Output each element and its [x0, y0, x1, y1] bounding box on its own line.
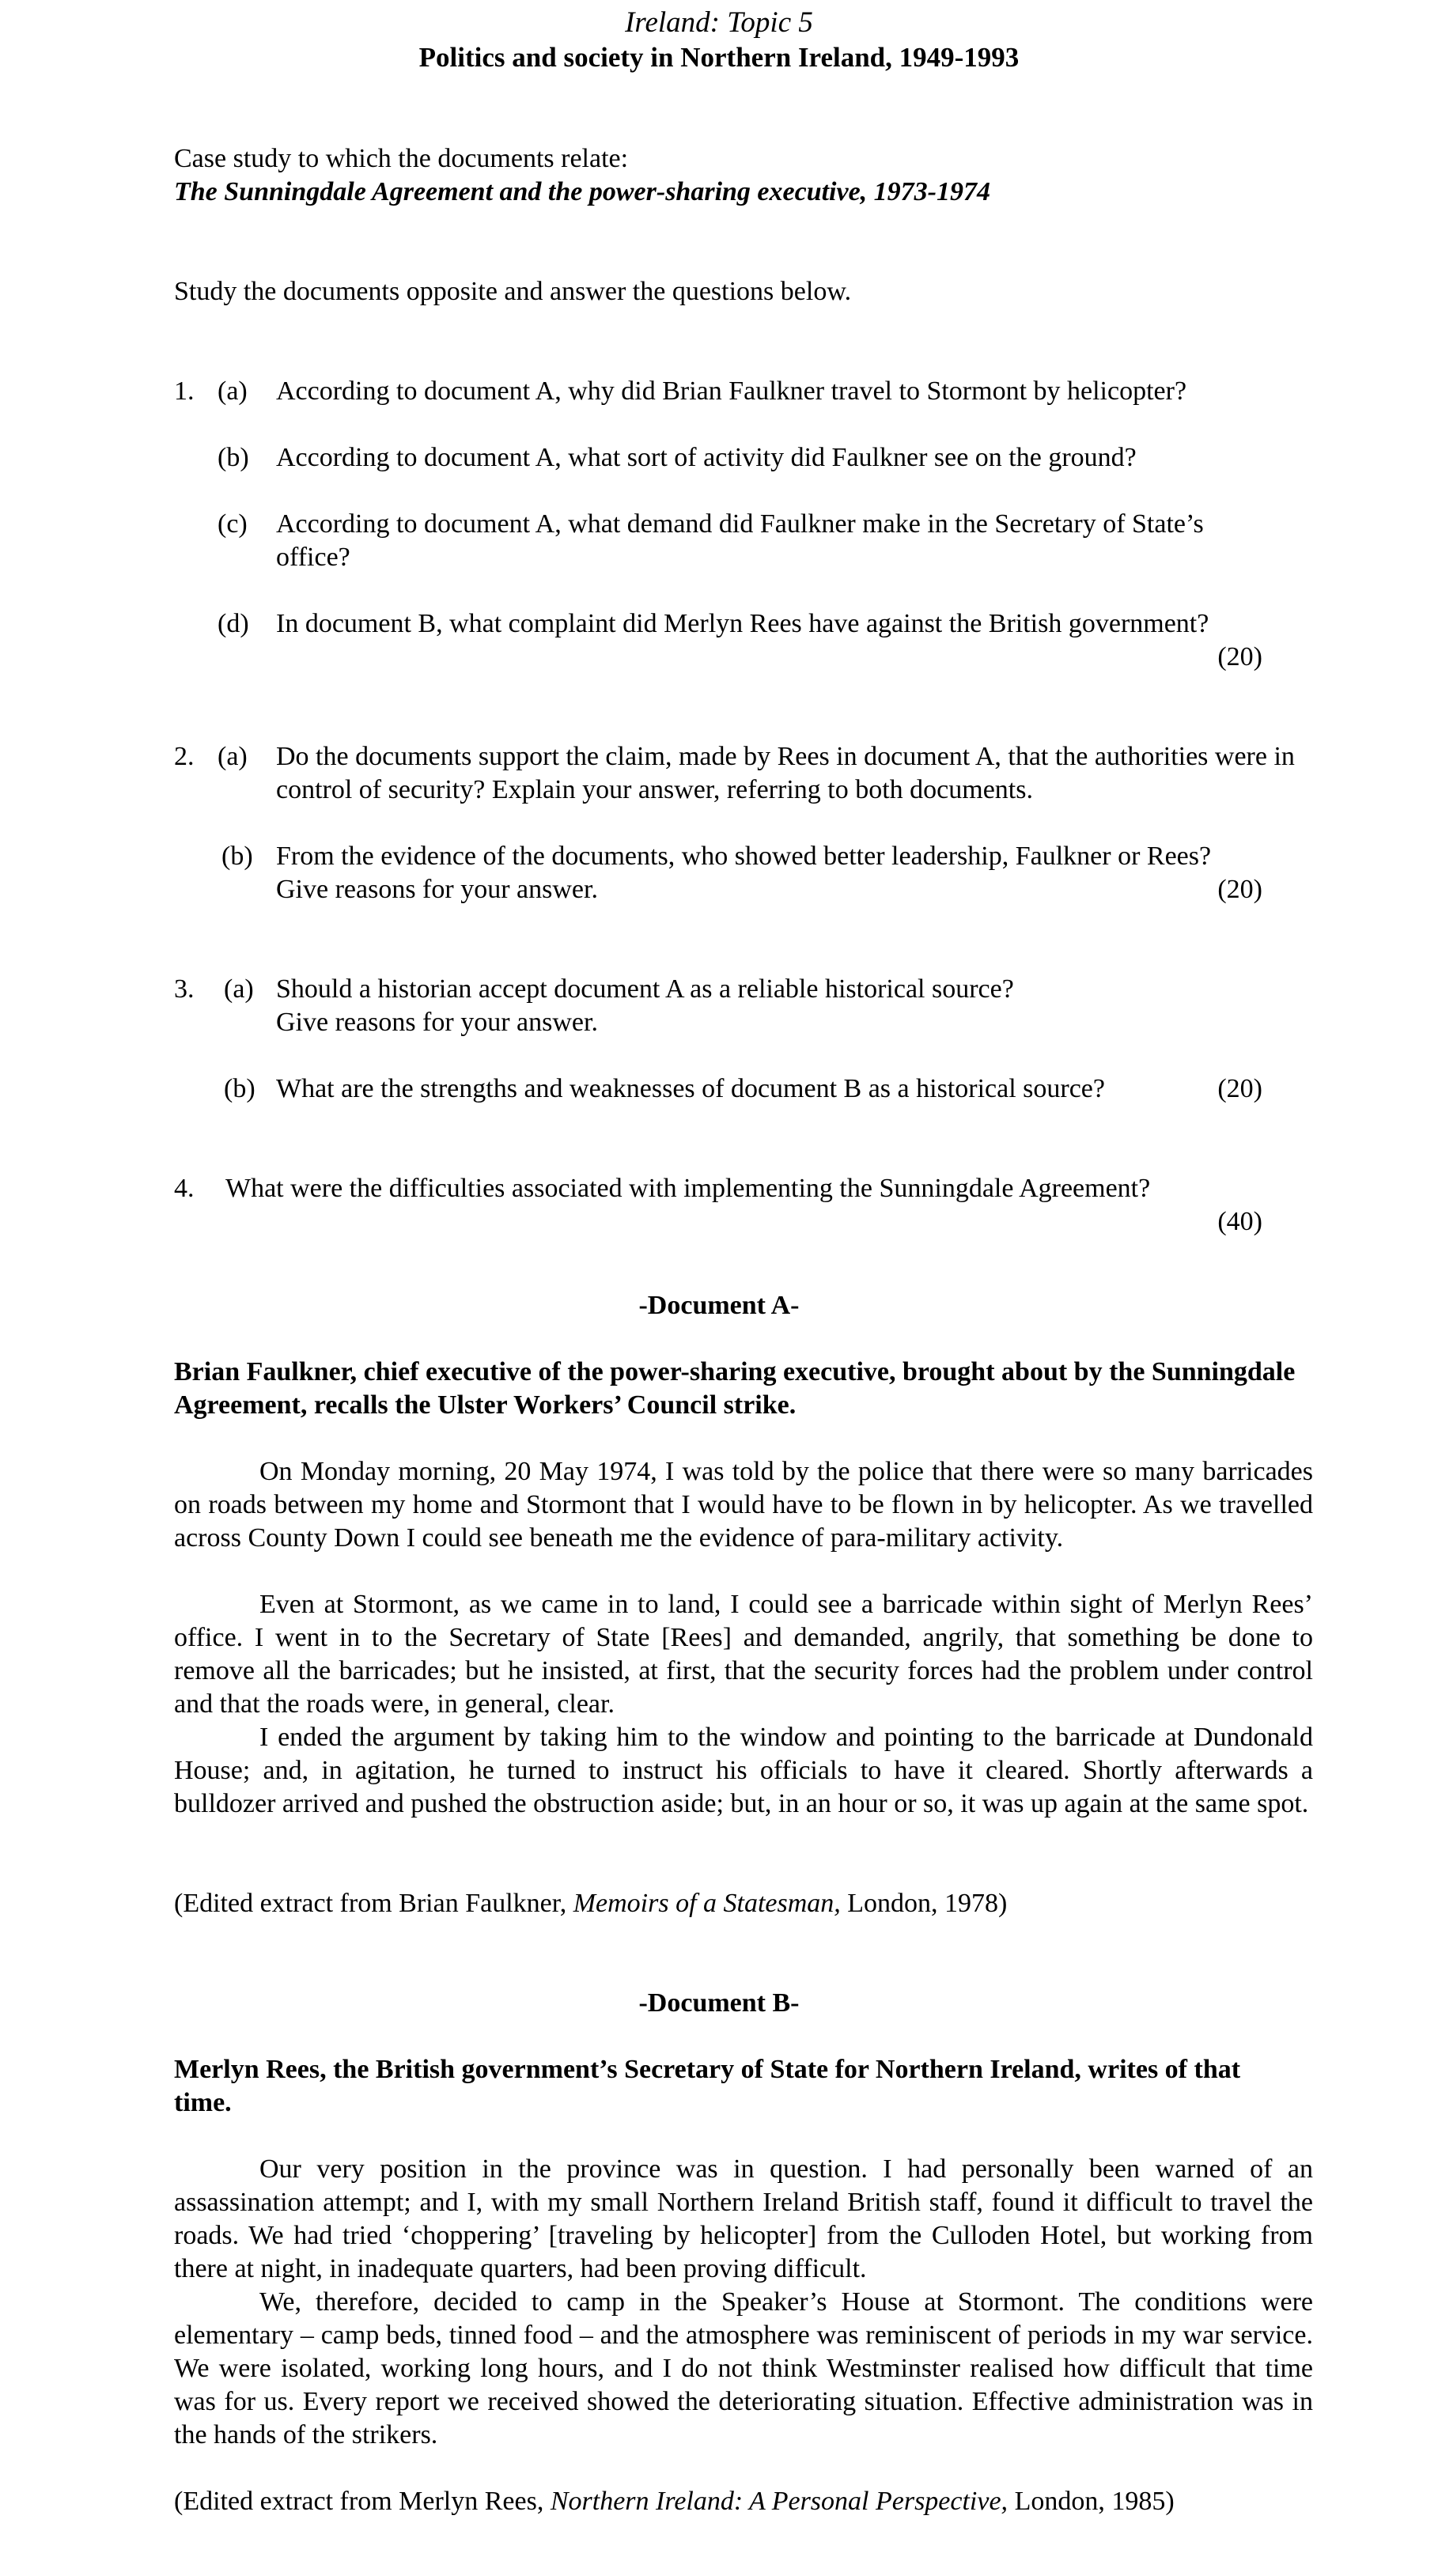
document-a-paragraph-2: Even at Stormont, as we came in to land, I could see a barricade within sight of Merlyn Rees’ office. I went in to the Secretary of State [Rees] and demanded, angrily, that something be done to remove all the barricades; but he insisted, at first, that the security forces had the problem under control and that the roads were, in general, clear.	[174, 1590, 1313, 1719]
question-part-label: (a)	[218, 376, 248, 406]
question-1c-text: According to document A, what demand did Faulkner make in the Secretary of State’s office?	[276, 509, 1204, 572]
question-part-label: (b)	[224, 1074, 255, 1103]
document-a-paragraph-3: I ended the argument by taking him to the window and pointing to the barricade at Dundonald House; and, in agitation, he turned to instruct his officials to have it cleared. Shortly afterwards a bulldozer arrived and pushed the obstruction aside; but, in an hour or so, it was up again at the same spot.	[174, 1723, 1313, 1818]
question-number: 2.	[174, 742, 195, 771]
source-prefix: (Edited extract from Brian Faulkner,	[174, 1889, 573, 1918]
question-2a-text: Do the documents support the claim, made by Rees in document A, that the authorities were in control of security? Explain your answer, referring to both documents.	[276, 742, 1295, 804]
document-b-paragraph-1: Our very position in the province was in question. I had personally been warned of an assassination attempt; and I, with my small Northern Ireland British staff, found it difficult to travel the roads. We had tried ‘choppering’ [traveling by helicopter] from the Culloden Hotel, but working from there at night, in inadequate quarters, had been proving difficult.	[174, 2154, 1313, 2283]
question-part-label: (c)	[218, 509, 248, 539]
document-a-paragraph-1: On Monday morning, 20 May 1974, I was told by the police that there were so many barricades on roads between my home and Stormont that I would have to be flown in by helicopter. As we travelled across County Down I could see beneath me the evidence of para-military activity.	[174, 1457, 1313, 1553]
question-part-label: (d)	[218, 609, 249, 638]
question-number: 3.	[174, 974, 195, 1004]
page-title: Politics and society in Northern Ireland, 1949-1993	[418, 42, 1020, 73]
question-number: 4.	[174, 1174, 195, 1203]
document-b-heading: -Document B-	[638, 1988, 800, 2018]
question-3a-text-line1: Should a historian accept document A as a reliable historical source?	[276, 974, 1014, 1004]
source-prefix: (Edited extract from Merlyn Rees,	[174, 2487, 551, 2516]
question-1d-text: In document B, what complaint did Merlyn Rees have against the British government?	[276, 609, 1209, 638]
question-3b-text: What are the strengths and weaknesses of document B as a historical source?	[276, 1074, 1105, 1103]
marks-label: (20)	[1217, 875, 1262, 904]
document-a-source	[174, 1887, 1007, 1920]
document-b-intro: Merlyn Rees, the British government’s Secretary of State for Northern Ireland, writes of that time.	[174, 2055, 1241, 2117]
marks-label: (20)	[1217, 642, 1262, 671]
source-title: Memoirs of a Statesman,	[573, 1889, 841, 1918]
marks-label: (20)	[1217, 1074, 1262, 1103]
question-2b-text-line1: From the evidence of the documents, who showed better leadership, Faulkner or Rees?	[276, 842, 1212, 871]
question-part-label: (b)	[218, 443, 249, 472]
document-a-heading: -Document A-	[638, 1291, 800, 1320]
case-study-label: Case study to which the documents relate:	[174, 144, 629, 173]
question-part-label: (a)	[218, 742, 248, 771]
question-part-label: (a)	[224, 974, 254, 1004]
question-1b-text: According to document A, what sort of activity did Faulkner see on the ground?	[276, 443, 1137, 472]
question-1a-text: According to document A, why did Brian Faulkner travel to Stormont by helicopter?	[276, 376, 1187, 406]
question-2b-text-line2: Give reasons for your answer.	[276, 875, 598, 904]
source-suffix: London, 1978)	[840, 1889, 1008, 1918]
source-suffix: London, 1985)	[1008, 2487, 1175, 2516]
instruction-text: Study the documents opposite and answer the questions below.	[174, 277, 852, 306]
document-b-source	[174, 2485, 1175, 2518]
question-part-label: (b)	[221, 842, 253, 871]
question-3a-text-line2: Give reasons for your answer.	[276, 1008, 598, 1037]
document-a-intro: Brian Faulkner, chief executive of the power-sharing executive, brought about by the Sunningdale Agreement, recalls the Ulster Workers’ Council strike.	[174, 1357, 1296, 1420]
question-4-text: What were the difficulties associated with implementing the Sunningdale Agreement?	[225, 1174, 1151, 1203]
source-title: Northern Ireland: A Personal Perspective,	[550, 2487, 1008, 2516]
marks-label: (40)	[1217, 1207, 1262, 1236]
topic-heading: Ireland: Topic 5	[625, 6, 813, 39]
case-study-title: The Sunningdale Agreement and the power-sharing executive, 1973-1974	[174, 177, 991, 206]
document-b-paragraph-2: We, therefore, decided to camp in the Speaker’s House at Stormont. The conditions were elementary – camp beds, tinned food – and the atmosphere was reminiscent of periods in my war service. We were isolated, working long hours, and I do not think Westminster realised how difficult that time was for us. Every report we received showed the deteriorating situation. Effective administration was in the hands of the strikers.	[174, 2287, 1313, 2449]
question-number: 1.	[174, 376, 195, 406]
